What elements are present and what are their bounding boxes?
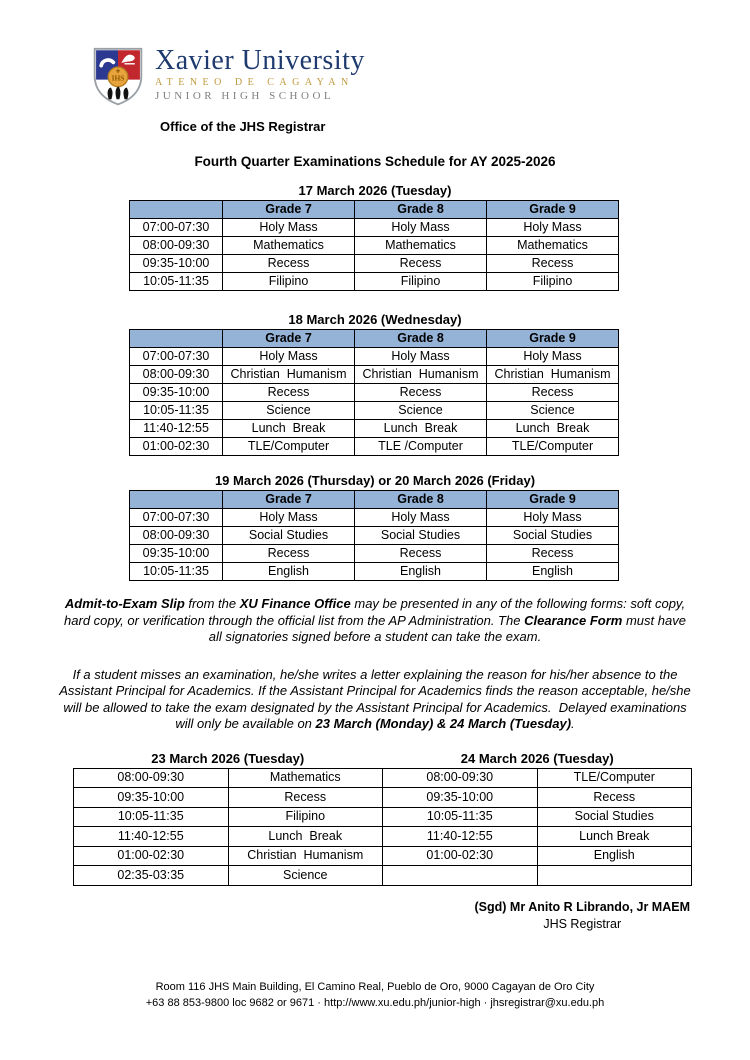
subject-cell: English <box>487 563 619 581</box>
subject-cell: Christian Humanism <box>223 366 355 384</box>
footer <box>0 979 750 1011</box>
office-heading: Office of the JHS Registrar <box>160 119 326 134</box>
schedule-row <box>130 563 619 581</box>
table-header-cell: Grade 9 <box>487 330 619 348</box>
subject-cell: Holy Mass <box>487 509 619 527</box>
logo-ateneo-line: ATENEO DE CAGAYAN <box>155 77 354 88</box>
schedule-row <box>130 348 619 366</box>
exam-day3-title: 19 March 2026 (Thursday) or 20 March 2026 (Friday) <box>214 473 536 488</box>
table-header-cell: Grade 8 <box>355 491 487 509</box>
subject-cell: Holy Mass <box>487 348 619 366</box>
footer-contact: +63 88 853-9800 loc 9682 or 9671 · http://www.xu.edu.ph/junior-high · jhsregistrar@xu.edu.ph <box>145 996 605 1009</box>
time-cell: English <box>355 563 487 581</box>
schedule-row <box>130 545 619 563</box>
schedule-row <box>74 807 692 827</box>
time-cell: 11:40-12:55 <box>130 420 223 438</box>
time-cell: 10:05-11:35 <box>130 563 223 581</box>
footer-address: Room 116 JHS Main Building, El Camino Real, Pueblo de Oro, 9000 Cagayan de Oro City <box>155 980 595 993</box>
signature-block <box>475 899 691 933</box>
missed-exam-note: If a student misses an examination, he/she writes a letter explaining the reason for his/her absence to the Assistant Principal for Academics. If the Assistant Principal for Academics finds the reason acceptable, he/she will be allowed to take the exam designated by the Assistant Principal for Academics. Delayed examinations will only be available on 23 March (Monday) & 24 March (Tuesday). <box>59 666 695 731</box>
time-cell: Recess <box>355 255 487 273</box>
time-cell: 08:00-09:30 <box>383 768 538 788</box>
subject-cell: Science <box>228 866 383 886</box>
subject-cell: Holy Mass <box>223 348 355 366</box>
subject-cell: Science <box>223 402 355 420</box>
schedule-row <box>74 846 692 866</box>
subject-cell: Holy Mass <box>223 219 355 237</box>
time-cell: Social Studies <box>355 527 487 545</box>
time-cell: 10:05-11:35 <box>383 807 538 827</box>
time-cell: 11:40-12:55 <box>74 827 229 847</box>
subject-cell: Recess <box>223 255 355 273</box>
time-cell: 01:00-02:30 <box>74 846 229 866</box>
subject-cell: Lunch Break <box>487 420 619 438</box>
schedule-row <box>130 402 619 420</box>
subject-cell: Lunch Break <box>228 827 383 847</box>
logo-text <box>155 44 365 102</box>
exam-day1-table-wrap <box>129 200 619 291</box>
subject-cell: TLE/Computer <box>223 438 355 456</box>
time-cell: TLE /Computer <box>355 438 487 456</box>
schedule-row <box>74 788 692 808</box>
schedule-row <box>130 527 619 545</box>
time-cell: 08:00-09:30 <box>74 768 229 788</box>
subject-cell: Mathematics <box>223 237 355 255</box>
time-cell: 08:00-09:30 <box>130 237 223 255</box>
signatory-title: JHS Registrar <box>543 916 622 931</box>
time-cell: Holy Mass <box>355 509 487 527</box>
schedule-row <box>74 768 692 788</box>
delayed-exam-titles <box>73 751 692 766</box>
schedule-row <box>130 384 619 402</box>
time-cell: 07:00-07:30 <box>130 348 223 366</box>
time-cell: 10:05-11:35 <box>130 402 223 420</box>
schedule-row <box>74 827 692 847</box>
time-cell: 09:35-10:00 <box>383 788 538 808</box>
schedule-row <box>130 438 619 456</box>
subject-cell: Mathematics <box>228 768 383 788</box>
time-cell: 09:35-10:00 <box>130 384 223 402</box>
subject-cell: Filipino <box>223 273 355 291</box>
logo-university-name: Xavier University <box>155 45 365 76</box>
subject-cell: Filipino <box>228 807 383 827</box>
subject-cell: Recess <box>223 384 355 402</box>
subject-cell: Lunch Break <box>537 827 692 847</box>
subject-cell: Recess <box>487 384 619 402</box>
subject-cell: TLE/Computer <box>537 768 692 788</box>
subject-cell: Recess <box>537 788 692 808</box>
time-cell: 08:00-09:30 <box>130 527 223 545</box>
exam-day2-table-wrap <box>129 329 619 456</box>
table-header-cell <box>130 491 223 509</box>
admit-slip-note: Admit-to-Exam Slip from the XU Finance Office may be presented in any of the following forms: soft copy, hard copy, or verification through the official list from the AP Administration. The Clearance Form must have all signatories signed before a student can take the exam. <box>64 596 690 644</box>
subject-cell <box>537 866 692 886</box>
schedule-row <box>130 273 619 291</box>
time-cell: 10:05-11:35 <box>74 807 229 827</box>
delayed-right-title: 24 March 2026 (Tuesday) <box>460 750 614 766</box>
logo-jhs-line: JUNIOR HIGH SCHOOL <box>155 90 335 102</box>
time-cell: 09:35-10:00 <box>130 255 223 273</box>
exam-day1-title: 17 March 2026 (Tuesday) <box>298 183 452 198</box>
time-cell: 09:35-10:00 <box>74 788 229 808</box>
subject-cell: Christian Humanism <box>487 366 619 384</box>
university-seal-icon <box>90 44 146 106</box>
subject-cell: Social Studies <box>537 807 692 827</box>
time-cell: Recess <box>355 384 487 402</box>
time-cell: 02:35-03:35 <box>74 866 229 886</box>
time-cell: 01:00-02:30 <box>383 846 538 866</box>
table-header-cell: Grade 9 <box>487 491 619 509</box>
svg-text:IHS: IHS <box>111 73 125 83</box>
schedule-row <box>130 420 619 438</box>
schedule-row <box>130 366 619 384</box>
time-cell: 01:00-02:30 <box>130 438 223 456</box>
time-cell: Science <box>355 402 487 420</box>
table-header-cell: Grade 8 <box>355 330 487 348</box>
time-cell: Holy Mass <box>355 219 487 237</box>
schedule-row <box>130 219 619 237</box>
subject-cell: English <box>223 563 355 581</box>
exam-day2-title: 18 March 2026 (Wednesday) <box>288 312 462 327</box>
time-cell: Mathematics <box>355 237 487 255</box>
schedule-row <box>130 255 619 273</box>
time-cell: Recess <box>355 545 487 563</box>
subject-cell: TLE/Computer <box>487 438 619 456</box>
table-header-cell: Grade 7 <box>223 201 355 219</box>
time-cell: Lunch Break <box>355 420 487 438</box>
exam-day3-table-wrap <box>129 490 619 581</box>
table-header-row <box>130 491 619 509</box>
time-cell <box>383 866 538 886</box>
subject-cell: Filipino <box>487 273 619 291</box>
signatory-name: (Sgd) Mr Anito R Librando, Jr MAEM <box>474 899 690 914</box>
table-header-cell <box>130 201 223 219</box>
time-cell: 09:35-10:00 <box>130 545 223 563</box>
university-logo <box>90 44 750 106</box>
delayed-left-title: 23 March 2026 (Tuesday) <box>151 750 305 766</box>
table-header-cell: Grade 8 <box>355 201 487 219</box>
subject-cell: Recess <box>487 255 619 273</box>
schedule-row <box>130 509 619 527</box>
table-header-row <box>130 330 619 348</box>
time-cell: 07:00-07:30 <box>130 219 223 237</box>
time-cell: 10:05-11:35 <box>130 273 223 291</box>
schedule-row <box>130 237 619 255</box>
subject-cell: Recess <box>223 545 355 563</box>
subject-cell: Social Studies <box>223 527 355 545</box>
time-cell: Filipino <box>355 273 487 291</box>
time-cell: 11:40-12:55 <box>383 827 538 847</box>
schedule-row <box>74 866 692 886</box>
subject-cell: Science <box>487 402 619 420</box>
subject-cell: Lunch Break <box>223 420 355 438</box>
exam-day3-table <box>129 490 619 581</box>
subject-cell: Recess <box>228 788 383 808</box>
subject-cell: English <box>537 846 692 866</box>
time-cell: 07:00-07:30 <box>130 509 223 527</box>
table-header-cell <box>130 330 223 348</box>
exam-day1-table <box>129 200 619 291</box>
subject-cell: Holy Mass <box>487 219 619 237</box>
delayed-exam-table <box>73 768 692 886</box>
time-cell: Holy Mass <box>355 348 487 366</box>
document-title: Fourth Quarter Examinations Schedule for AY 2025-2026 <box>194 154 556 169</box>
subject-cell: Recess <box>487 545 619 563</box>
time-cell: Christian Humanism <box>355 366 487 384</box>
table-header-cell: Grade 7 <box>223 491 355 509</box>
table-header-cell: Grade 9 <box>487 201 619 219</box>
subject-cell: Mathematics <box>487 237 619 255</box>
subject-cell: Social Studies <box>487 527 619 545</box>
exam-day2-table <box>129 329 619 456</box>
time-cell: 08:00-09:30 <box>130 366 223 384</box>
subject-cell: Holy Mass <box>223 509 355 527</box>
subject-cell: Christian Humanism <box>228 846 383 866</box>
delayed-exam-table-wrap <box>73 768 692 886</box>
table-header-row <box>130 201 619 219</box>
table-header-cell: Grade 7 <box>223 330 355 348</box>
